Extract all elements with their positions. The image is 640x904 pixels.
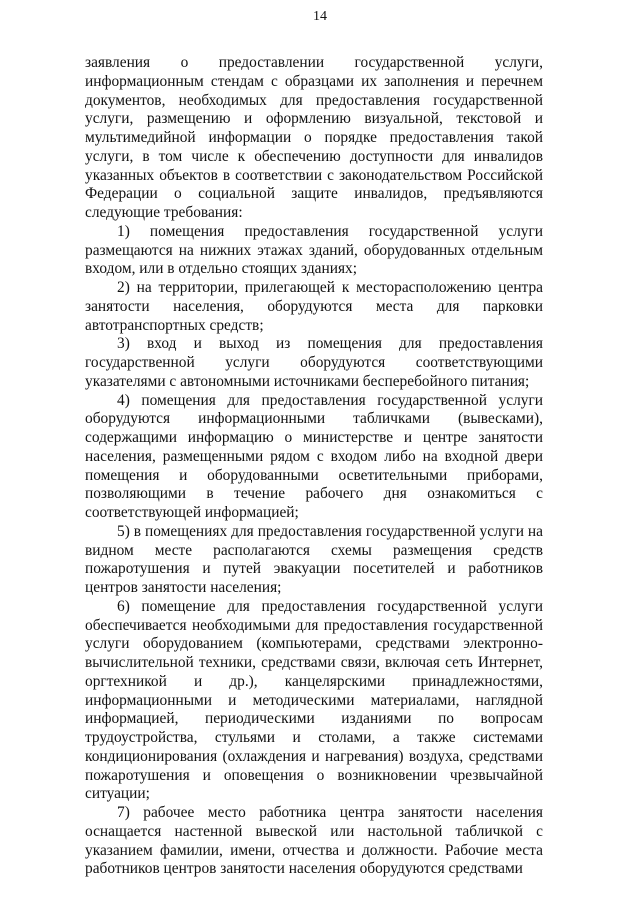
paragraph: 6) помещение для предоставления государственной услуги обеспечивается необходимыми для предоставления государственной услуги оборудованием (компьютерами, средствами электронно-вычислительной техники, средствами связи, включая сеть Интернет, оргтехникой и др.), канцелярскими принадлежностями, информационными и методическими материалами, наглядной информацией, периодическими изданиями по вопросам трудоустройства, стульями и столами, а также системами кондиционирования (охлаждения и нагревания) воздуха, средствами пожаротушения и оповещения о возникновении чрезвычайной ситуации; <box>85 597 543 803</box>
document-body <box>85 54 543 879</box>
paragraph: 2) на территории, прилегающей к месторасположению центра занятости населения, оборудуются места для парковки автотранспортных средств; <box>85 279 543 334</box>
paragraph: заявления о предоставлении государственной услуги, информационным стендам с образцами их заполнения и перечнем документов, необходимых для предоставления государственной услуги, размещению и оформлению визуальной, текстовой и мультимедийной информации о порядке предоставления такой услуги, в том числе к обеспечению доступности для инвалидов указанных объектов в соответствии с законодательством Российской Федерации о социальной защите инвалидов, предъявляются следующие требования: <box>85 54 543 221</box>
paragraph: 1) помещения предоставления государственной услуги размещаются на нижних этажах зданий, оборудованных отдельным входом, или в отдельно стоящих зданиях; <box>85 222 543 278</box>
paragraph: 7) рабочее место работника центра занятости населения оснащается настенной вывеской или настольной табличкой с указанием фамилии, имени, отчества и должности. Рабочие места работников центров занятости населения оборудуются средствами <box>85 804 543 878</box>
paragraph: 4) помещения для предоставления государственной услуги оборудуются информационными табличками (вывесками), содержащими информацию о министерстве и центре занятости населения, размещенными рядом с входом либо на входной двери помещения и оборудованными осветительными приборами, позволяющими в течение рабочего дня ознакомиться с соответствующей информацией; <box>85 391 543 521</box>
paragraph: 3) вход и выход из помещения для предоставления государственной услуги оборудуются соответствующими указателями с автономными источниками бесперебойного питания; <box>85 335 543 390</box>
paragraph: 5) в помещениях для предоставления государственной услуги на видном месте располагаются схемы размещения средств пожаротушения и путей эвакуации посетителей и работников центров занятости населения; <box>85 522 543 596</box>
page-number: 14 <box>313 9 327 24</box>
